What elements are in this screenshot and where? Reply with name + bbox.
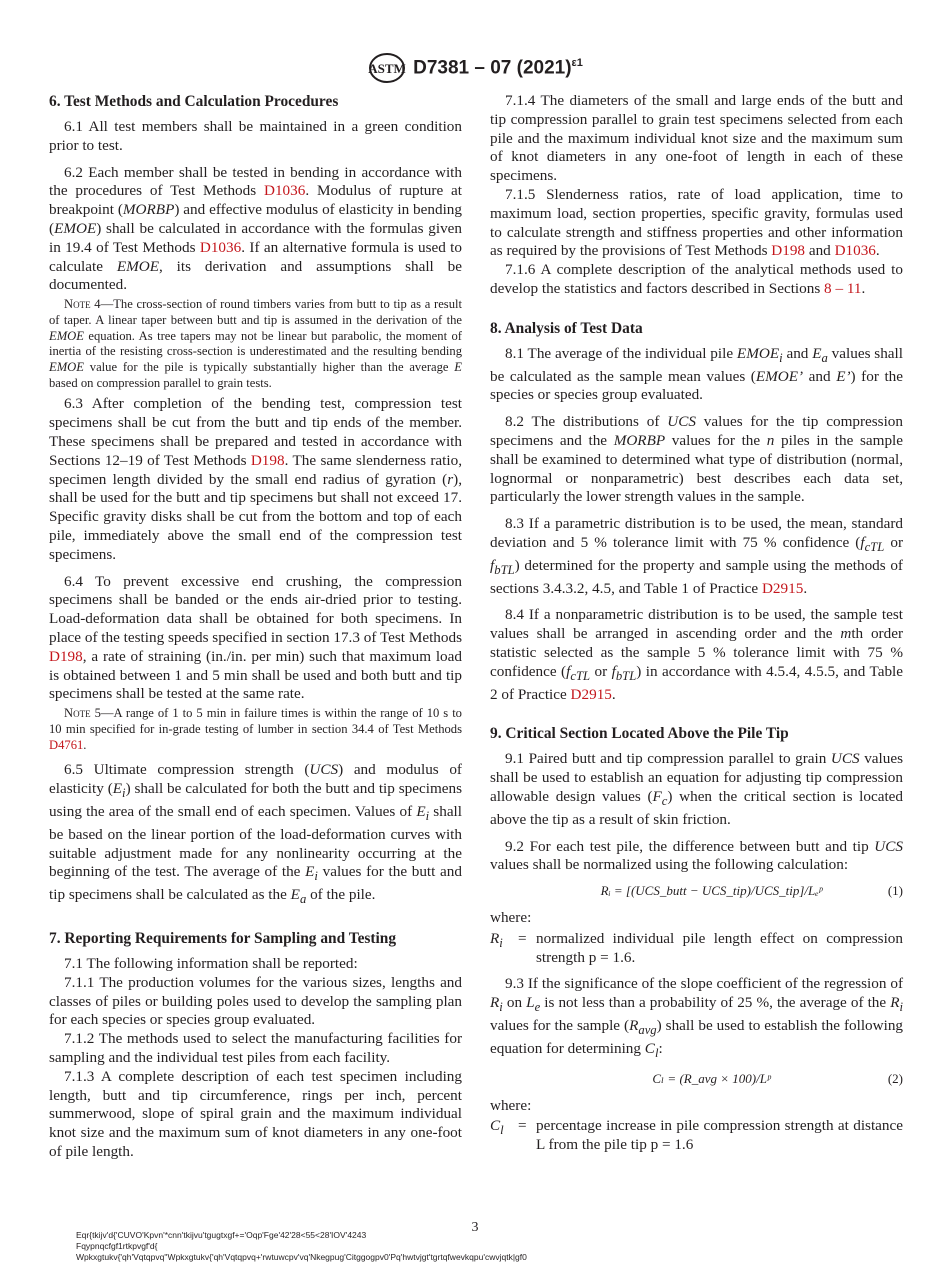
ref-link-d2915[interactable]: D2915: [570, 685, 612, 703]
where-label-2: where:: [490, 1096, 532, 1114]
equation-2: [490, 1070, 903, 1089]
para-6-2: 6.2 Each member shall be tested in bending in accordance with the procedures of Test Methods D1036. Modulus of rupture at breakpoint (MORBP) and effective modulus of elasticity in bending (EMOE) shall be calculated in accordance with the formulas given in 19.4 of Test Methods D1036. If an alternative formula is used to calculate EMOE, its derivation and assumptions shall be documented.: [49, 163, 462, 294]
equation-2-number: (2): [887, 1070, 903, 1086]
equation-1-number: (1): [887, 883, 903, 899]
para-7-1-6: 7.1.6 A complete description of the analytical methods used to develop the statistics and factors described in Sections 8 – 11.: [490, 261, 903, 297]
para-8-2: 8.2 The distributions of UCS values for the tip compression specimens and the MORBP values for the n piles in the sample shall be examined to determined what type of distribution (normal, lognormal or nonparametric) best describes each data set, particularly the lower strength values in the sample.: [490, 413, 904, 506]
section-6-heading: 6. Test Methods and Calculation Procedures: [49, 93, 339, 110]
note-5: Note 5—A range of 1 to 5 min in failure times is within the range of 10 s to 10 min specified for in-grade testing of lumber in section 34.4 of Test Methods D4761.: [49, 706, 462, 752]
para-9-1: 9.1 Paired butt and tip compression parallel to grain UCS values shall be used to establish an equation for adjusting tip compression allowable design values $(F_c)$ when the critical section is located above the tip as a result of skin friction.: [490, 750, 904, 828]
document-designation: D7381 – 07 $(2021)^{\varepsilon 1}$: [413, 56, 583, 79]
para-7-1: 7.1 The following information shall be reported:: [64, 954, 358, 972]
ref-link-d1036[interactable]: D1036: [199, 238, 242, 256]
para-6-5: 6.5 Ultimate compression strength (UCS) and modulus of elasticity $(E_i)$ shall be calculated for both the butt and tip specimens using the area of the small end of each specimen. Values of $E_i$ shall be based on the linear portion of the load-deformation curves with suitable adjustment made for any nonlinearity occurring at the beginning of the test. The average of the $E_i$ values for the butt and tip specimens shall be calculated as the $E_a$ of the pile.: [49, 761, 463, 907]
ref-link-d198[interactable]: D198: [250, 451, 285, 469]
equation-1: [490, 882, 903, 901]
left-column: [49, 92, 462, 1162]
para-7-1-2: 7.1.2 The methods used to select the manufacturing facilities for sampling and the individual test piles from each facility.: [49, 1030, 462, 1066]
where-label-1: where:: [490, 909, 532, 927]
para-9-3: 9.3 If the significance of the slope coefficient of the regression of $R_i$ on $L_e$ is not less than a probability of 25 %, the average of the $R_i$ values for the sample $(R_{avg})$ shall be used to establish the following equation for determining $C_l$:: [490, 975, 904, 1060]
para-8-4: 8.4 If a nonparametric distribution is to be used, the sample test values shall be arranged in ascending order and the mth order statistic selected as the sample 5 % tolerance limit with 75 % confidence ($f_{cTL}$ or $f_{bTL}$) in accordance with 4.5.4, 4.5.5, and Table 2 of Practice D2915.: [490, 606, 904, 703]
equation-2-formula: Cₗ = (R_avg × 100)/Lᵖ: [652, 1070, 771, 1086]
ref-link-d198[interactable]: D198: [49, 647, 83, 665]
section-7-heading: 7. Reporting Requirements for Sampling and Testing: [49, 929, 397, 947]
definition-Ri: $R_i$ = normalized individual pile length effect on compression strength p = 1.6.: [490, 929, 903, 966]
section-8-heading: 8. Analysis of Test Data: [490, 319, 643, 337]
para-7-1-5: 7.1.5 Slenderness ratios, rate of load application, time to maximum load, section properties, specific gravity, formulas used to calculate strength and stiffness properties and other information as required by the provisions of Test Methods D198 and D1036.: [490, 185, 903, 260]
equation-1-formula: Rᵢ = [(UCS_butt − UCS_tip)/UCS_tip]/Lₑᵖ: [600, 883, 823, 899]
page-header: [0, 52, 950, 84]
para-9-2: 9.2 For each test pile, the difference between butt and tip UCS values shall be normalized using the following calculation:: [490, 837, 903, 874]
svg-text:ASTM: ASTM: [368, 61, 406, 76]
ref-link-d1036[interactable]: D1036: [264, 182, 306, 200]
section-9-heading: 9. Critical Section Located Above the Pile Tip: [490, 725, 789, 743]
note-4: Note 4—The cross-section of round timbers varies from butt to tip as a result of taper. A linear taper between butt and tip is assumed in the derivation of the EMOE equation. As tree tapers may not be linear but parabolic, the moment of inertia of the resisting cross-section is underestimated and the resulting bending EMOE value for the pile is typically substantially higher than the average E based on compression parallel to grain tests.: [49, 297, 462, 390]
ref-link-d2915[interactable]: D2915: [761, 579, 804, 597]
para-7-1-1: 7.1.1 The production volumes for the various sizes, lengths and classes of piles or building poles used to develop the sampling plan for each species or species group evaluated.: [49, 973, 462, 1029]
para-8-1: 8.1 The average of the individual pile $EMOE_i$ and $E_a$ values shall be calculated as the sample mean values (EMOE’ and E’) for the species or species group evaluated.: [490, 344, 903, 404]
page-number: 3: [471, 1220, 479, 1235]
right-column: [490, 92, 903, 1155]
license-footer: Eqr{tkijv'd{'CUVO'Kpvn'*cnn'tkijvu'tgugtxgf+='Oqp'Fge'42'28<55<28'IOV'4243 Fqypnqcfgf1rtkpvgf'd{ Wpkxgtukv{'qh'Vqtqpvq''Wpkxgtukv{'qh'Vqtqpvq+'rwtuwcpv'vq'Nkegpug'Citggogpv0'Pq'hwtvjgt'tgrtqfwevkqpu'cwvjqtk|gf0: [76, 1230, 527, 1262]
ref-link-d198[interactable]: D198: [771, 242, 806, 260]
para-6-4: 6.4 To prevent excessive end crushing, the compression specimens shall be banded or the ends air-dried prior to testing. Load-deformation data shall be obtained for both specimens. In place of the testing speeds specified in section 17.3 of Test Methods D198, a rate of straining (in./in. per min) such that maximum load is obtained between 1 and 5 min shall be used and both butt and tip specimens shall be tested at the same rate.: [49, 572, 462, 703]
para-7-1-3: 7.1.3 A complete description of each test specimen including length, butt and tip circumference, rings per inch, percent summerwood, slope of spiral grain and the maximum individual knot size and the maximum sum of knot diameters in any one-foot of pile length.: [49, 1067, 462, 1160]
ref-link-d4761[interactable]: D4761: [49, 737, 84, 752]
astm-logo-icon: [367, 52, 407, 84]
ref-link-d1036[interactable]: D1036: [834, 242, 876, 260]
para-6-3: 6.3 After completion of the bending test, compression test specimens shall be cut from the butt and tip ends of the member. These specimens shall be prepared and tested in accordance with Sections 12–19 of Test Methods D198. The same slenderness ratio, specimen length divided by the small end radius of gyration (r), shall be used for the butt and tip specimens but shall not exceed 17. Specific gravity disks shall be cut from the bottom and top of each pile, immediately above the small end of the compression test specimens.: [49, 395, 462, 563]
definition-Cl: $C_l$ = percentage increase in pile compression strength at distance L from the pile tip p = 1.6: [490, 1117, 903, 1154]
para-8-3: 8.3 If a parametric distribution is to be used, the mean, standard deviation and 5 % tolerance limit with 75 % confidence ($f_{cTL}$ or $f_{bTL}$) determined for the property and sample using the methods of sections 3.4.3.2, 4.5, and Table 1 of Practice D2915.: [490, 515, 903, 597]
para-7-1-4: 7.1.4 The diameters of the small and large ends of the butt and tip compression parallel to grain test specimens selected from each pile and the maximum individual knot size and the maximum sum of knot diameters in any one-foot of length in each of these specimens.: [490, 92, 903, 185]
ref-link-sections-8-11[interactable]: 8 – 11: [824, 279, 862, 297]
para-6-1: 6.1 All test members shall be maintained in a green condition prior to test.: [49, 118, 462, 154]
